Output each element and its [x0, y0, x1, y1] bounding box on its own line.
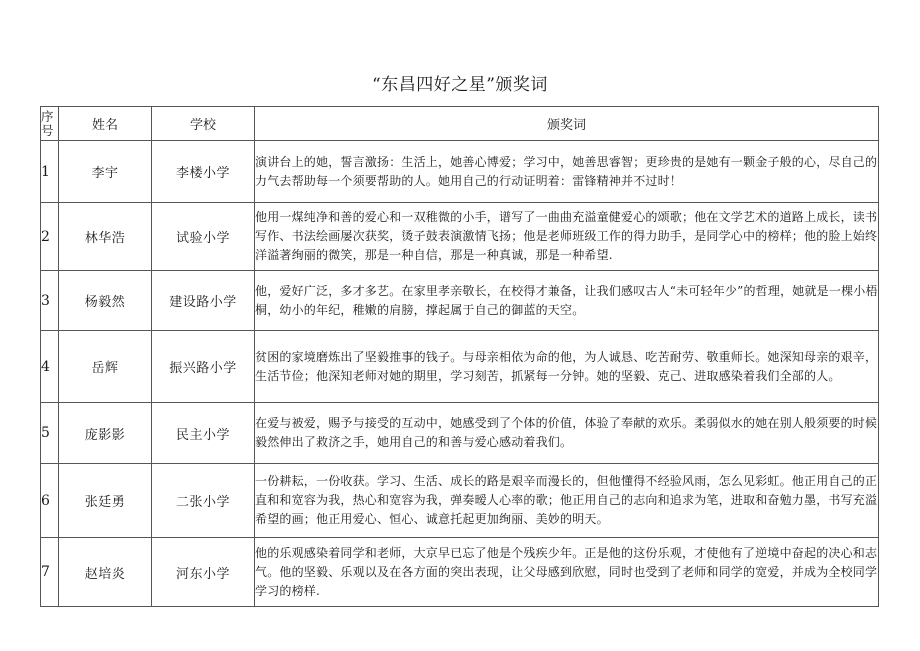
row-no: 2	[41, 203, 59, 271]
row-citation: 他，爱好广泛，多才多艺。在家里孝亲敬长，在校得才兼备，让我们感叹古人“未可轻年少”的哲理，她就是一棵小梧桐，幼小的年纪，稚嫩的肩膀，撑起属于自己的御蓝的天空。	[255, 271, 879, 331]
table-row	[41, 271, 879, 331]
row-name: 杨毅然	[59, 271, 152, 331]
awards-table	[40, 106, 879, 607]
row-citation: 在爱与被爱，赐予与接受的互动中，她感受到了个体的价值，体验了奉献的欢乐。柔弱似水的她在别人般须要的时候毅然伸出了救济之手，她用自己的和善与爱心感动着我们。	[255, 403, 879, 464]
row-citation: 他的乐观感染着同学和老师，大京早已忘了他是个残疾少年。正是他的这份乐观，才使他有了逆境中奋起的决心和志气。他的坚毅、乐观以及在各方面的突出表现，让父母感到欣慰，同时也受到了老师和同学的宽爱，并成为全校同学学习的榜样.	[255, 538, 879, 607]
row-no: 1	[41, 141, 59, 203]
header-name: 姓名	[59, 107, 152, 141]
row-school: 二张小学	[152, 464, 255, 538]
header-school: 学校	[152, 107, 255, 141]
row-name: 庞影影	[59, 403, 152, 464]
row-school: 建设路小学	[152, 271, 255, 331]
row-school: 河东小学	[152, 538, 255, 607]
table-row	[41, 203, 879, 271]
table-row	[41, 331, 879, 403]
row-no: 6	[41, 464, 59, 538]
header-no: 序号	[41, 107, 59, 141]
row-citation: 他用一煤纯净和善的爱心和一双稚微的小手，谱写了一曲曲充溢童健爱心的颂歌；他在文学艺术的道路上成长，读书写作、书法绘画屡次获奖，烫子鼓表演激情飞扬；他是老师班级工作的得力助手，是同学心中的榜样；他的脸上始终洋溢著绚丽的微笑，那是一种自信，那是一种真诚，那是一种希望.	[255, 203, 879, 271]
row-school: 振兴路小学	[152, 331, 255, 403]
row-citation: 演讲台上的她，誓言激扬：生活上，她善心博爱；学习中，她善思睿智；更珍贵的是她有一颗金子般的心，尽自己的力气去帮助每一个须要帮助的人。她用自己的行动证明着：雷锋精神并不过时！	[255, 141, 879, 203]
row-school: 李楼小学	[152, 141, 255, 203]
row-name: 林华浩	[59, 203, 152, 271]
table-row	[41, 403, 879, 464]
row-school: 试验小学	[152, 203, 255, 271]
page-title: “东昌四好之星”颁奖词	[372, 75, 548, 95]
row-citation: 贫困的家境磨炼出了坚毅推事的钱子。与母亲相依为命的他，为人诚恳、吃苦耐劳、敬重师长。她深知母亲的艰辛，生活节俭；他深知老师对她的期里，学习刻苦，抓紧每一分钟。她的坚毅、克己、进取感染着我们全部的人。	[255, 331, 879, 403]
row-no: 3	[41, 271, 59, 331]
row-name: 岳辉	[59, 331, 152, 403]
row-no: 5	[41, 403, 59, 464]
row-school: 民主小学	[152, 403, 255, 464]
header-citation: 颁奖词	[255, 107, 879, 141]
table-row	[41, 538, 879, 607]
row-citation: 一份耕耘，一份收获。学习、生活、成长的路是艰辛而漫长的，但他懂得不经验风雨，怎么见彩虹。他正用自己的正直和和宽容为我，热心和宽容为我，弹奏暧人心率的歌；他正用自己的志向和追求为笔，进取和奋勉力墨，书写充溢希望的画；他正用爱心、恒心、诚意托起更加绚丽、美妙的明天。	[255, 464, 879, 538]
row-name: 张廷勇	[59, 464, 152, 538]
table-header-row	[41, 107, 879, 141]
row-name: 赵培炎	[59, 538, 152, 607]
table-row	[41, 464, 879, 538]
row-name: 李宇	[59, 141, 152, 203]
row-no: 4	[41, 331, 59, 403]
row-no: 7	[41, 538, 59, 607]
table-row	[41, 141, 879, 203]
